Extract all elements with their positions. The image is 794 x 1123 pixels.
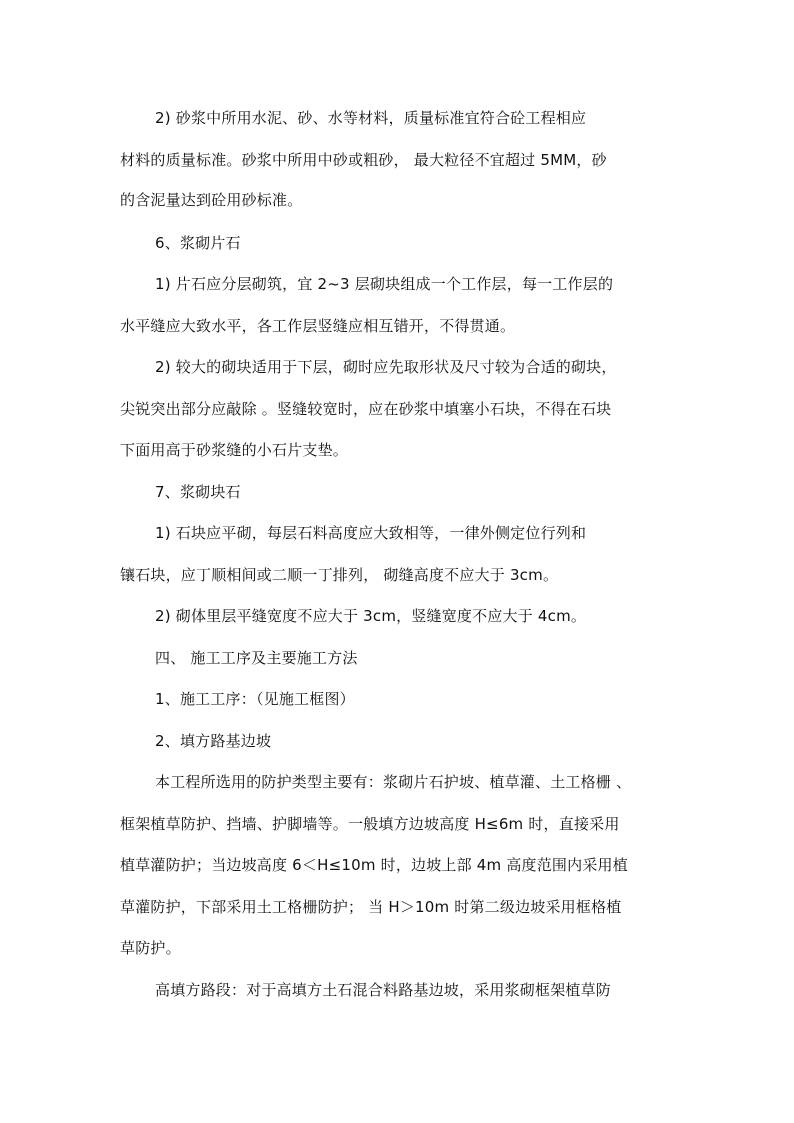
paragraph-line: 2) 砂浆中所用水泥、砂、水等材料，质量标准宜符合砼工程相应	[155, 109, 587, 127]
paragraph-line: 水平缝应大致水平，各工作层竖缝应相互错开，不得贯通。	[120, 317, 516, 335]
paragraph-line: 镶石块，应丁顺相间或二顺一丁排列， 砌缝高度不应大于 3cm。	[120, 566, 559, 584]
paragraph-line: 本工程所选用的防护类型主要有：浆砌片石护坡、植草灌、土工格栅 、	[155, 773, 632, 791]
paragraph-line: 材料的质量标准。砂浆中所用中砂或粗砂， 最大粒径不宜超过 5MM，砂	[120, 151, 607, 169]
paragraph-line: 2) 砌体里层平缝宽度不应大于 3cm，竖缝宽度不应大于 4cm。	[155, 607, 587, 625]
paragraph-line: 2) 较大的砌块适用于下层，砌时应先取形状及尺寸较为合适的砌块，	[155, 358, 617, 376]
section-heading: 7、浆砌块石	[155, 483, 241, 501]
section-heading: 2、填方路基边坡	[155, 732, 272, 750]
paragraph-line: 下面用高于砂浆缝的小石片支垫。	[120, 441, 349, 459]
section-heading: 1、施工工序：（见施工框图）	[155, 690, 355, 708]
paragraph-line: 尖锐突出部分应敲除 。竖缝较宽时，应在砂浆中填塞小石块，不得在石块	[120, 400, 612, 418]
paragraph-line: 1) 片石应分层砌筑，宜 2~3 层砌块组成一个工作层，每一工作层的	[155, 275, 614, 293]
paragraph-line: 草防护。	[120, 939, 181, 957]
section-heading: 6、浆砌片石	[155, 234, 241, 252]
paragraph-line: 框架植草防护、挡墙、护脚墙等。一般填方边坡高度 H≤6m 时，直接采用	[120, 815, 620, 833]
paragraph-line: 高填方路段：对于高填方土石混合料路基边坡，采用浆砌框架植草防	[155, 981, 612, 999]
paragraph-line: 草灌防护，下部采用土工格栅防护； 当 H＞10m 时第二级边坡采用框格植	[120, 898, 622, 916]
section-heading: 四、 施工工序及主要施工方法	[155, 649, 358, 667]
paragraph-line: 植草灌防护；当边坡高度 6＜H≤10m 时，边坡上部 4m 高度范围内采用植	[120, 856, 628, 874]
paragraph-line: 1) 石块应平砌，每层石料高度应大致相等，一律外侧定位行列和	[155, 524, 587, 542]
paragraph-line: 的含泥量达到砼用砂标准。	[120, 191, 303, 209]
